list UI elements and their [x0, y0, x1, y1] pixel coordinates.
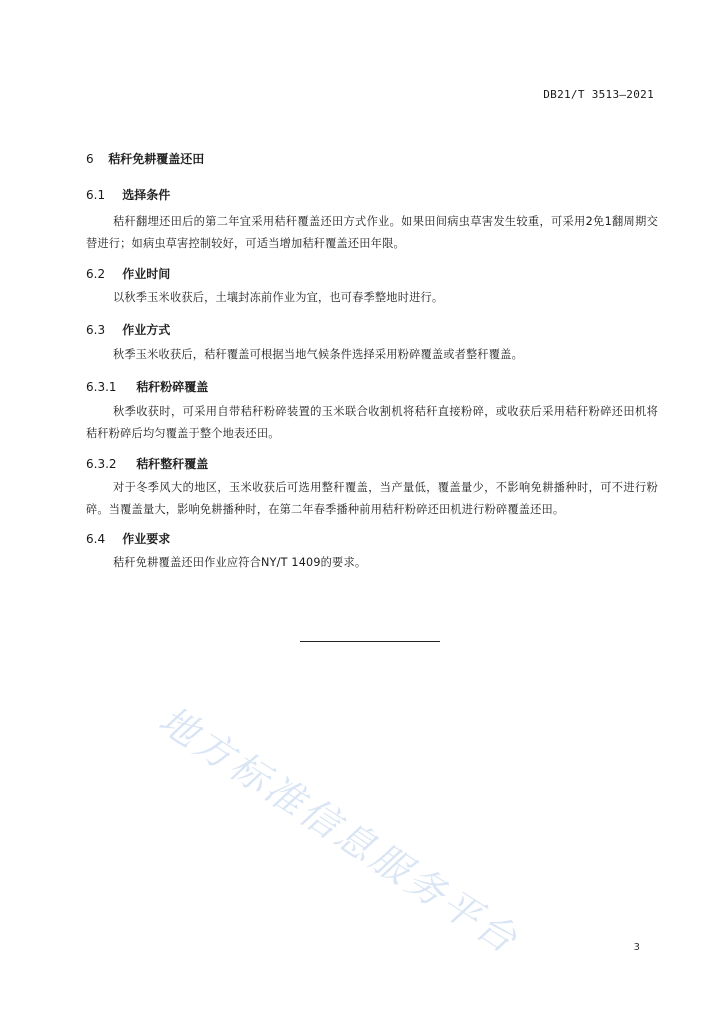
section-number: 6.3.1: [86, 380, 117, 394]
section-number: 6.4: [86, 532, 106, 546]
section-title: 作业方式: [122, 323, 171, 337]
section-title: 秸秆整秆覆盖: [136, 457, 209, 471]
section-heading-6-1: [86, 186, 170, 203]
section-heading-6-3: [86, 321, 170, 338]
section-number: 6.3.2: [86, 457, 117, 471]
section-title: 作业要求: [122, 532, 171, 546]
section-number: 6.3: [86, 323, 106, 337]
section-heading-6: [86, 150, 204, 167]
section-title: 作业时间: [122, 267, 171, 281]
end-of-document-rule: [300, 641, 440, 642]
watermark: 地方标准信息服务平台: [151, 697, 528, 964]
section-number: 6.1: [86, 188, 106, 202]
section-heading-6-2: [86, 265, 170, 282]
section-paragraph-6-2: 以秋季玉米收获后，土壤封冻前作业为宜，也可春季整地时进行。: [113, 291, 444, 304]
section-paragraph-6-3-1: 秋季收获时，可采用自带秸秆粉碎装置的玉米联合收割机将秸秆直接粉碎，或收获后采用秸秆粉碎还田机将秸秆粉碎后均匀覆盖于整个地表还田。: [86, 405, 658, 440]
section-heading-6-3-2: [86, 455, 208, 472]
section-title: 秸秆免耕覆盖还田: [108, 152, 205, 166]
section-title: 选择条件: [122, 188, 171, 202]
section-number: 6: [86, 152, 94, 166]
section-number: 6.2: [86, 267, 106, 281]
section-paragraph-6-4: 秸秆免耕覆盖还田作业应符合NY/T 1409的要求。: [113, 556, 367, 569]
section-heading-6-3-1: [86, 378, 208, 395]
section-paragraph-6-1: 秸秆翻埋还田后的第二年宜采用秸秆覆盖还田方式作业。如果田间病虫草害发生较重，可采用2免1翻周期交替进行；如病虫草害控制较好，可适当增加秸秆覆盖还田年限。: [86, 215, 658, 250]
section-paragraph-6-3: 秋季玉米收获后，秸秆覆盖可根据当地气候条件选择采用粉碎覆盖或者整秆覆盖。: [113, 348, 523, 361]
section-heading-6-4: [86, 530, 170, 547]
section-paragraph-6-3-2: 对于冬季风大的地区，玉米收获后可选用整秆覆盖，当产量低，覆盖量少，不影响免耕播种时，可不进行粉碎。当覆盖量大，影响免耕播种时，在第二年春季播种前用秸秆粉碎还田机进行粉碎覆盖还田。: [86, 481, 658, 516]
page-number: 3: [633, 942, 640, 953]
document-code: DB21/T 3513—2021: [543, 88, 654, 101]
section-title: 秸秆粉碎覆盖: [136, 380, 209, 394]
